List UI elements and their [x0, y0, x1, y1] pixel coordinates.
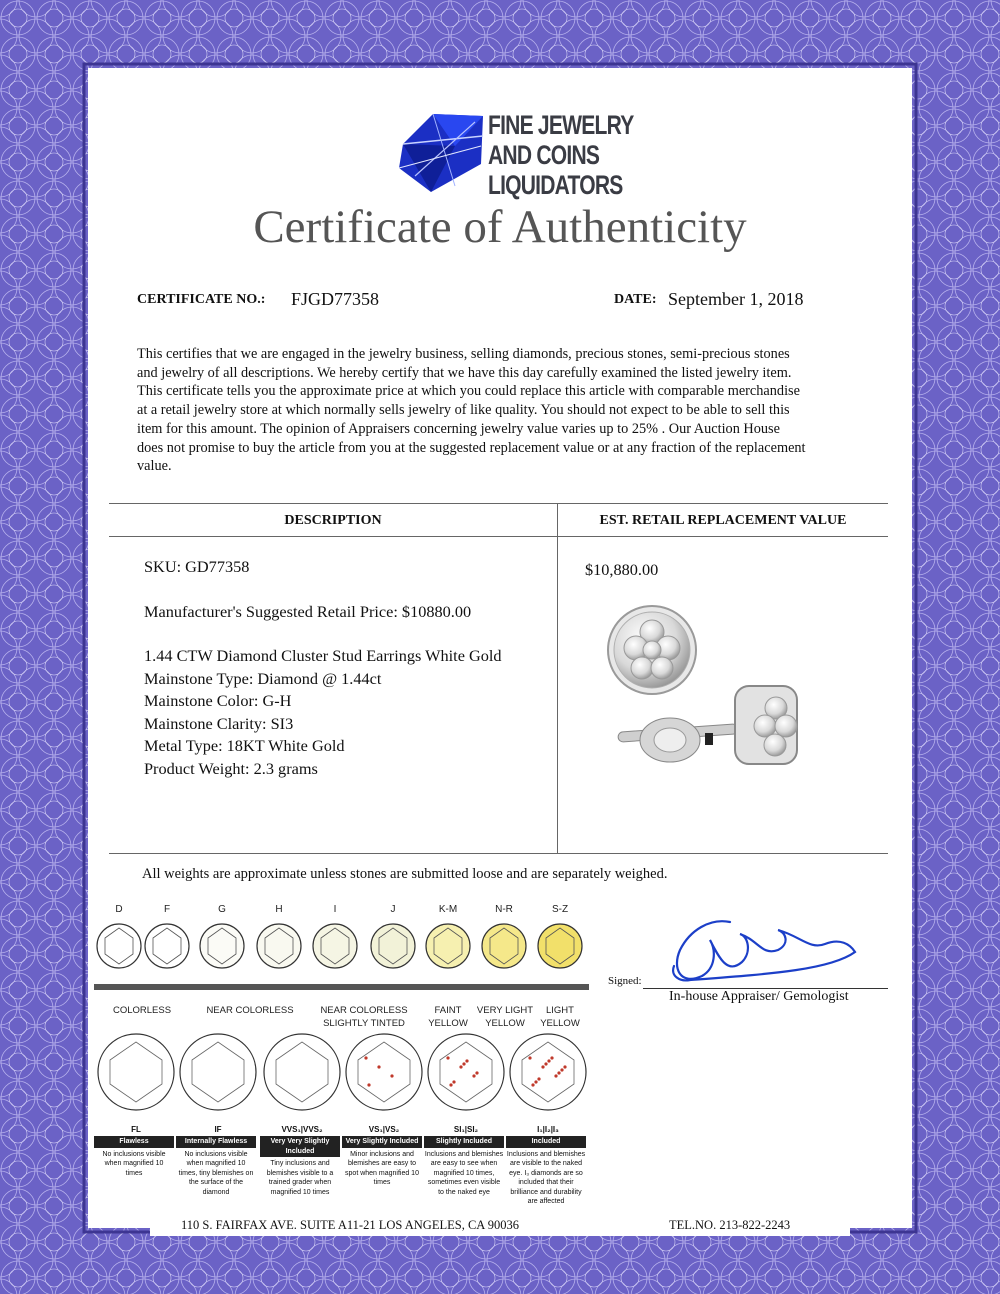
clarity-grade-column	[424, 1136, 504, 1197]
clarity-grade-column	[342, 1136, 422, 1188]
clarity-grade-desc: included that their	[518, 1179, 574, 1186]
clarity-grade-desc: Inclusions and blemishes	[424, 1150, 504, 1158]
clarity-grade-desc: blemishes are easy to	[347, 1160, 417, 1167]
paragraph-line: item for this amount. The opinion of Appraisers concerning jewelry value varies up to 25% . Our Auction House	[137, 420, 780, 437]
detail-line: Metal Type: 18KT White Gold	[144, 736, 345, 755]
detail-line: Mainstone Type: Diamond @ 1.44ct	[144, 668, 382, 688]
inclusion-mark	[534, 1080, 537, 1083]
color-grade-diamond-icon	[257, 924, 301, 968]
clarity-code-label: FL	[131, 1125, 141, 1134]
sku: SKU: GD77358	[144, 557, 250, 576]
inclusion-mark	[367, 1083, 370, 1086]
color-grade-letter: D	[115, 904, 123, 915]
clarity-grade-desc: spot when magnified 10	[345, 1169, 419, 1177]
paragraph-line: This certificate tells you the approximate price at which you could replace this article with comparable merchandise	[137, 383, 800, 400]
clarity-grade-desc: times, tiny blemishes on	[178, 1169, 254, 1177]
clarity-grade-desc: eye. I₃ diamonds are so	[509, 1169, 583, 1177]
inclusion-mark	[544, 1062, 547, 1065]
color-category-label: NEAR COLORLESS	[320, 1005, 408, 1016]
color-grade-letter: I	[333, 904, 337, 915]
inclusion-mark	[452, 1080, 455, 1083]
inclusion-mark	[528, 1056, 531, 1059]
footer-telephone: TEL.NO. 213-822-2243	[669, 1218, 791, 1232]
weights-note: All weights are approximate unless stones are submitted loose and are separately weighed.	[142, 866, 668, 882]
inclusion-mark	[364, 1056, 367, 1059]
clarity-grade-column	[94, 1136, 174, 1178]
inclusion-mark	[449, 1083, 452, 1086]
inclusion-mark	[475, 1071, 478, 1074]
clarity-grade-desc: to the naked eye	[438, 1188, 490, 1196]
color-category-label: NEAR COLORLESS	[206, 1005, 294, 1016]
clarity-grade-desc: No inclusions visible	[184, 1150, 248, 1158]
color-category-label: YELLOW	[540, 1018, 580, 1029]
item-description	[144, 556, 502, 780]
color-category-label: VERY LIGHT	[476, 1005, 534, 1016]
inclusion-mark	[560, 1068, 563, 1071]
color-grade-diamond-icon	[538, 924, 582, 968]
clarity-grade-desc: No inclusions visible	[102, 1150, 166, 1158]
clarity-diamond-icon	[264, 1034, 340, 1110]
detail-line: Product Weight: 2.3 grams	[144, 758, 318, 778]
signed-label: Signed:	[608, 975, 642, 987]
color-grade-letter: S-Z	[551, 904, 569, 915]
inclusion-mark	[557, 1071, 560, 1074]
color-grade-diamond-icon	[426, 924, 470, 968]
clarity-code-label: IF	[214, 1125, 222, 1134]
paragraph-line: value.	[137, 458, 172, 475]
clarity-diamond-icon	[180, 1034, 256, 1110]
clarity-diamond-icon	[346, 1034, 422, 1110]
certification-paragraph	[137, 345, 877, 476]
color-grade-diamond-icon	[145, 924, 189, 968]
clarity-grade-name: Flawless	[94, 1136, 174, 1148]
inclusion-mark	[541, 1065, 544, 1068]
inclusion-mark	[472, 1074, 475, 1077]
inclusion-mark	[462, 1062, 465, 1065]
paragraph-line: does not promise to buy the article from you at the suggested replacement value or at any fraction of the replacement	[137, 439, 806, 456]
inclusion-mark	[547, 1059, 550, 1062]
clarity-grade-desc: when magnified 10	[186, 1160, 246, 1167]
replacement-value: $10,880.00	[585, 560, 659, 579]
color-grade-letter: K-M	[438, 904, 458, 915]
paragraph-line: and jewelry of all descriptions. We hereby certify that we have this day carefully examined the listed jewelry item.	[137, 364, 792, 381]
color-category-label: COLORLESS	[112, 1005, 172, 1016]
certificate-label: CERTIFICATE NO.:	[137, 292, 266, 307]
inclusion-mark	[459, 1065, 462, 1068]
color-category-label: SLIGHTLY TINTED	[323, 1018, 405, 1029]
clarity-grade-desc: are visible to the naked	[510, 1160, 582, 1167]
detail-line: Mainstone Color: G-H	[144, 691, 292, 710]
color-grade-letter: J	[390, 904, 396, 915]
clarity-diamond-icon	[98, 1034, 174, 1110]
date-label: DATE:	[614, 292, 657, 307]
clarity-code-label: VS₁|VS₂	[368, 1125, 400, 1134]
clarity-grade-desc: are affected	[527, 1198, 565, 1205]
clarity-grade-name: Very Very Slightly Included	[260, 1136, 340, 1157]
color-grade-diamond-icon	[97, 924, 141, 968]
inclusion-mark	[563, 1065, 566, 1068]
color-category-label: FAINT	[434, 1005, 462, 1016]
clarity-grade-desc: are easy to see when	[430, 1160, 498, 1167]
detail-line: Mainstone Clarity: SI3	[144, 713, 294, 733]
clarity-diamond-icon	[510, 1034, 586, 1110]
logo-text	[488, 110, 633, 200]
paragraph-line: This certifies that we are engaged in the jewelry business, selling diamonds, precious stones, semi-precious stones	[137, 346, 790, 362]
clarity-grade-desc: times	[373, 1179, 391, 1186]
color-grade-letter: G	[218, 904, 226, 915]
logo-line: LIQUIDATORS	[488, 170, 623, 200]
color-category-label: YELLOW	[485, 1018, 525, 1029]
date-value: September 1, 2018	[668, 289, 804, 309]
inclusion-mark	[531, 1083, 534, 1086]
clarity-code-label: SI₁|SI₂	[453, 1125, 479, 1134]
clarity-grade-column	[506, 1136, 586, 1207]
color-grade-diamond-icon	[371, 924, 415, 968]
clarity-grade-desc: magnified 10 times,	[433, 1169, 495, 1177]
color-category-label: LIGHT	[546, 1005, 574, 1016]
inclusion-mark	[390, 1074, 393, 1077]
inclusion-mark	[554, 1074, 557, 1077]
logo-line: AND COINS	[488, 140, 600, 170]
signature	[650, 910, 865, 1000]
inclusion-mark	[465, 1059, 468, 1062]
clarity-code-label: VVS₁|VVS₂	[281, 1125, 323, 1134]
clarity-grade-desc: the surface of the	[188, 1179, 244, 1186]
clarity-grade-desc: Minor inclusions and	[350, 1150, 414, 1158]
clarity-grade-name: Internally Flawless	[176, 1136, 256, 1148]
clarity-grade-desc: Inclusions and blemishes	[506, 1150, 586, 1158]
page-title: Certificate of Authenticity	[253, 201, 747, 253]
clarity-grade-desc: trained grader when	[268, 1179, 332, 1186]
color-grade-diamond-icon	[482, 924, 526, 968]
clarity-grade-column	[260, 1136, 340, 1197]
color-grade-diamond-icon	[200, 924, 244, 968]
clarity-grade-desc: brilliance and durability	[510, 1188, 582, 1196]
table-header-divider	[109, 536, 888, 537]
color-grade-diamond-icon	[313, 924, 357, 968]
color-grade-letter: H	[275, 904, 283, 915]
color-category-label: YELLOW	[428, 1018, 468, 1029]
clarity-diamond-icon	[428, 1034, 504, 1110]
clarity-grade-column	[176, 1136, 256, 1197]
logo-line: FINE JEWELRY	[488, 110, 634, 140]
paragraph-line: at a retail jewelry store at which normally sells jewelry of like quality. You should not expect to be able to sell this	[137, 402, 790, 419]
diamond-grading-chart	[92, 900, 592, 1140]
clarity-code-label: I₁|I₂|I₃	[537, 1125, 559, 1134]
inclusion-mark	[446, 1056, 449, 1059]
clarity-grade-desc: Tiny inclusions and	[270, 1160, 330, 1167]
inclusion-mark	[377, 1065, 380, 1068]
table-column-divider	[557, 504, 558, 853]
clarity-grade-desc: sometimes even visible	[427, 1179, 501, 1186]
certificate-number: FJGD77358	[291, 289, 380, 309]
color-grade-letter: F	[163, 904, 171, 915]
msrp: Manufacturer's Suggested Retail Price: $10880.00	[144, 601, 472, 621]
appraiser-title: In-house Appraiser/ Gemologist	[669, 989, 849, 1004]
inclusion-mark	[550, 1056, 553, 1059]
detail-line: 1.44 CTW Diamond Cluster Stud Earrings White Gold	[144, 646, 502, 665]
clarity-grade-desc: when magnified 10	[104, 1160, 164, 1167]
clarity-grade-desc: times	[125, 1169, 143, 1177]
description-header: DESCRIPTION	[284, 513, 382, 528]
clarity-grade-desc: blemishes visible to a	[266, 1169, 334, 1177]
clarity-grade-desc: magnified 10 times	[270, 1188, 330, 1196]
color-grade-letter: N-R	[495, 904, 513, 915]
earring-image	[600, 600, 820, 775]
footer-address: 110 S. FAIRFAX AVE. SUITE A11-21 LOS ANGELES, CA 90036	[181, 1218, 519, 1232]
clarity-grade-name: Included	[506, 1136, 586, 1148]
clarity-grade-name: Very Slightly Included	[342, 1136, 422, 1148]
clarity-grade-name: Slightly Included	[424, 1136, 504, 1148]
clarity-grade-desc: diamond	[202, 1188, 230, 1196]
inclusion-mark	[537, 1077, 540, 1080]
value-header: EST. RETAIL REPLACEMENT VALUE	[599, 513, 847, 528]
